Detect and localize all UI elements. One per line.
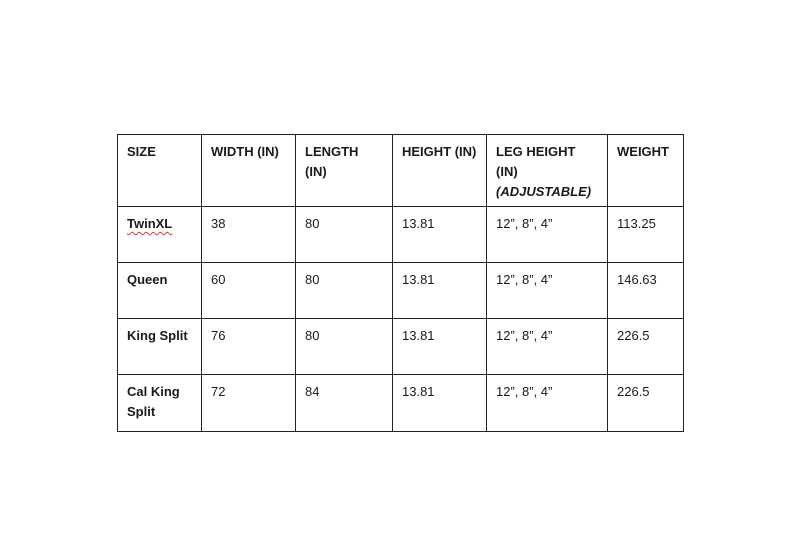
width-cell: 60 — [202, 263, 296, 319]
table-row — [118, 375, 684, 432]
height-cell: 13.81 — [393, 375, 487, 432]
size-cell — [118, 375, 202, 432]
header-size: SIZE — [118, 135, 202, 207]
width-cell: 38 — [202, 207, 296, 263]
table-row — [118, 319, 684, 375]
weight-cell: 113.25 — [608, 207, 684, 263]
leg-height-cell: 12”, 8”, 4” — [487, 263, 608, 319]
leg-height-cell: 12”, 8”, 4” — [487, 375, 608, 432]
size-cell — [118, 319, 202, 375]
header-width: WIDTH (IN) — [202, 135, 296, 207]
header-height: HEIGHT (IN) — [393, 135, 487, 207]
width-cell: 76 — [202, 319, 296, 375]
weight-cell: 226.5 — [608, 375, 684, 432]
leg-height-cell: 12”, 8”, 4” — [487, 319, 608, 375]
width-cell: 72 — [202, 375, 296, 432]
length-cell: 80 — [296, 207, 393, 263]
weight-cell: 146.63 — [608, 263, 684, 319]
height-cell: 13.81 — [393, 263, 487, 319]
weight-cell: 226.5 — [608, 319, 684, 375]
length-cell: 84 — [296, 375, 393, 432]
length-cell: 80 — [296, 319, 393, 375]
size-label: TwinXL — [127, 216, 173, 231]
header-leg-height — [487, 135, 608, 207]
header-leg-height-label: LEG HEIGHT (IN) — [496, 144, 576, 179]
leg-height-cell: 12”, 8”, 4” — [487, 207, 608, 263]
bed-size-specs-table — [117, 134, 684, 432]
size-cell — [118, 263, 202, 319]
header-row — [118, 135, 684, 207]
size-label: Cal King — [127, 384, 180, 399]
table-row — [118, 263, 684, 319]
header-length: LENGTH (IN) — [296, 135, 393, 207]
length-cell: 80 — [296, 263, 393, 319]
header-weight: WEIGHT — [608, 135, 684, 207]
size-label: Queen — [127, 272, 168, 287]
size-label-line2: Split — [127, 404, 156, 419]
size-cell — [118, 207, 202, 263]
height-cell: 13.81 — [393, 207, 487, 263]
header-leg-height-note: (ADJUSTABLE) — [496, 184, 592, 199]
table-row — [118, 207, 684, 263]
height-cell: 13.81 — [393, 319, 487, 375]
size-label: King Split — [127, 328, 188, 343]
